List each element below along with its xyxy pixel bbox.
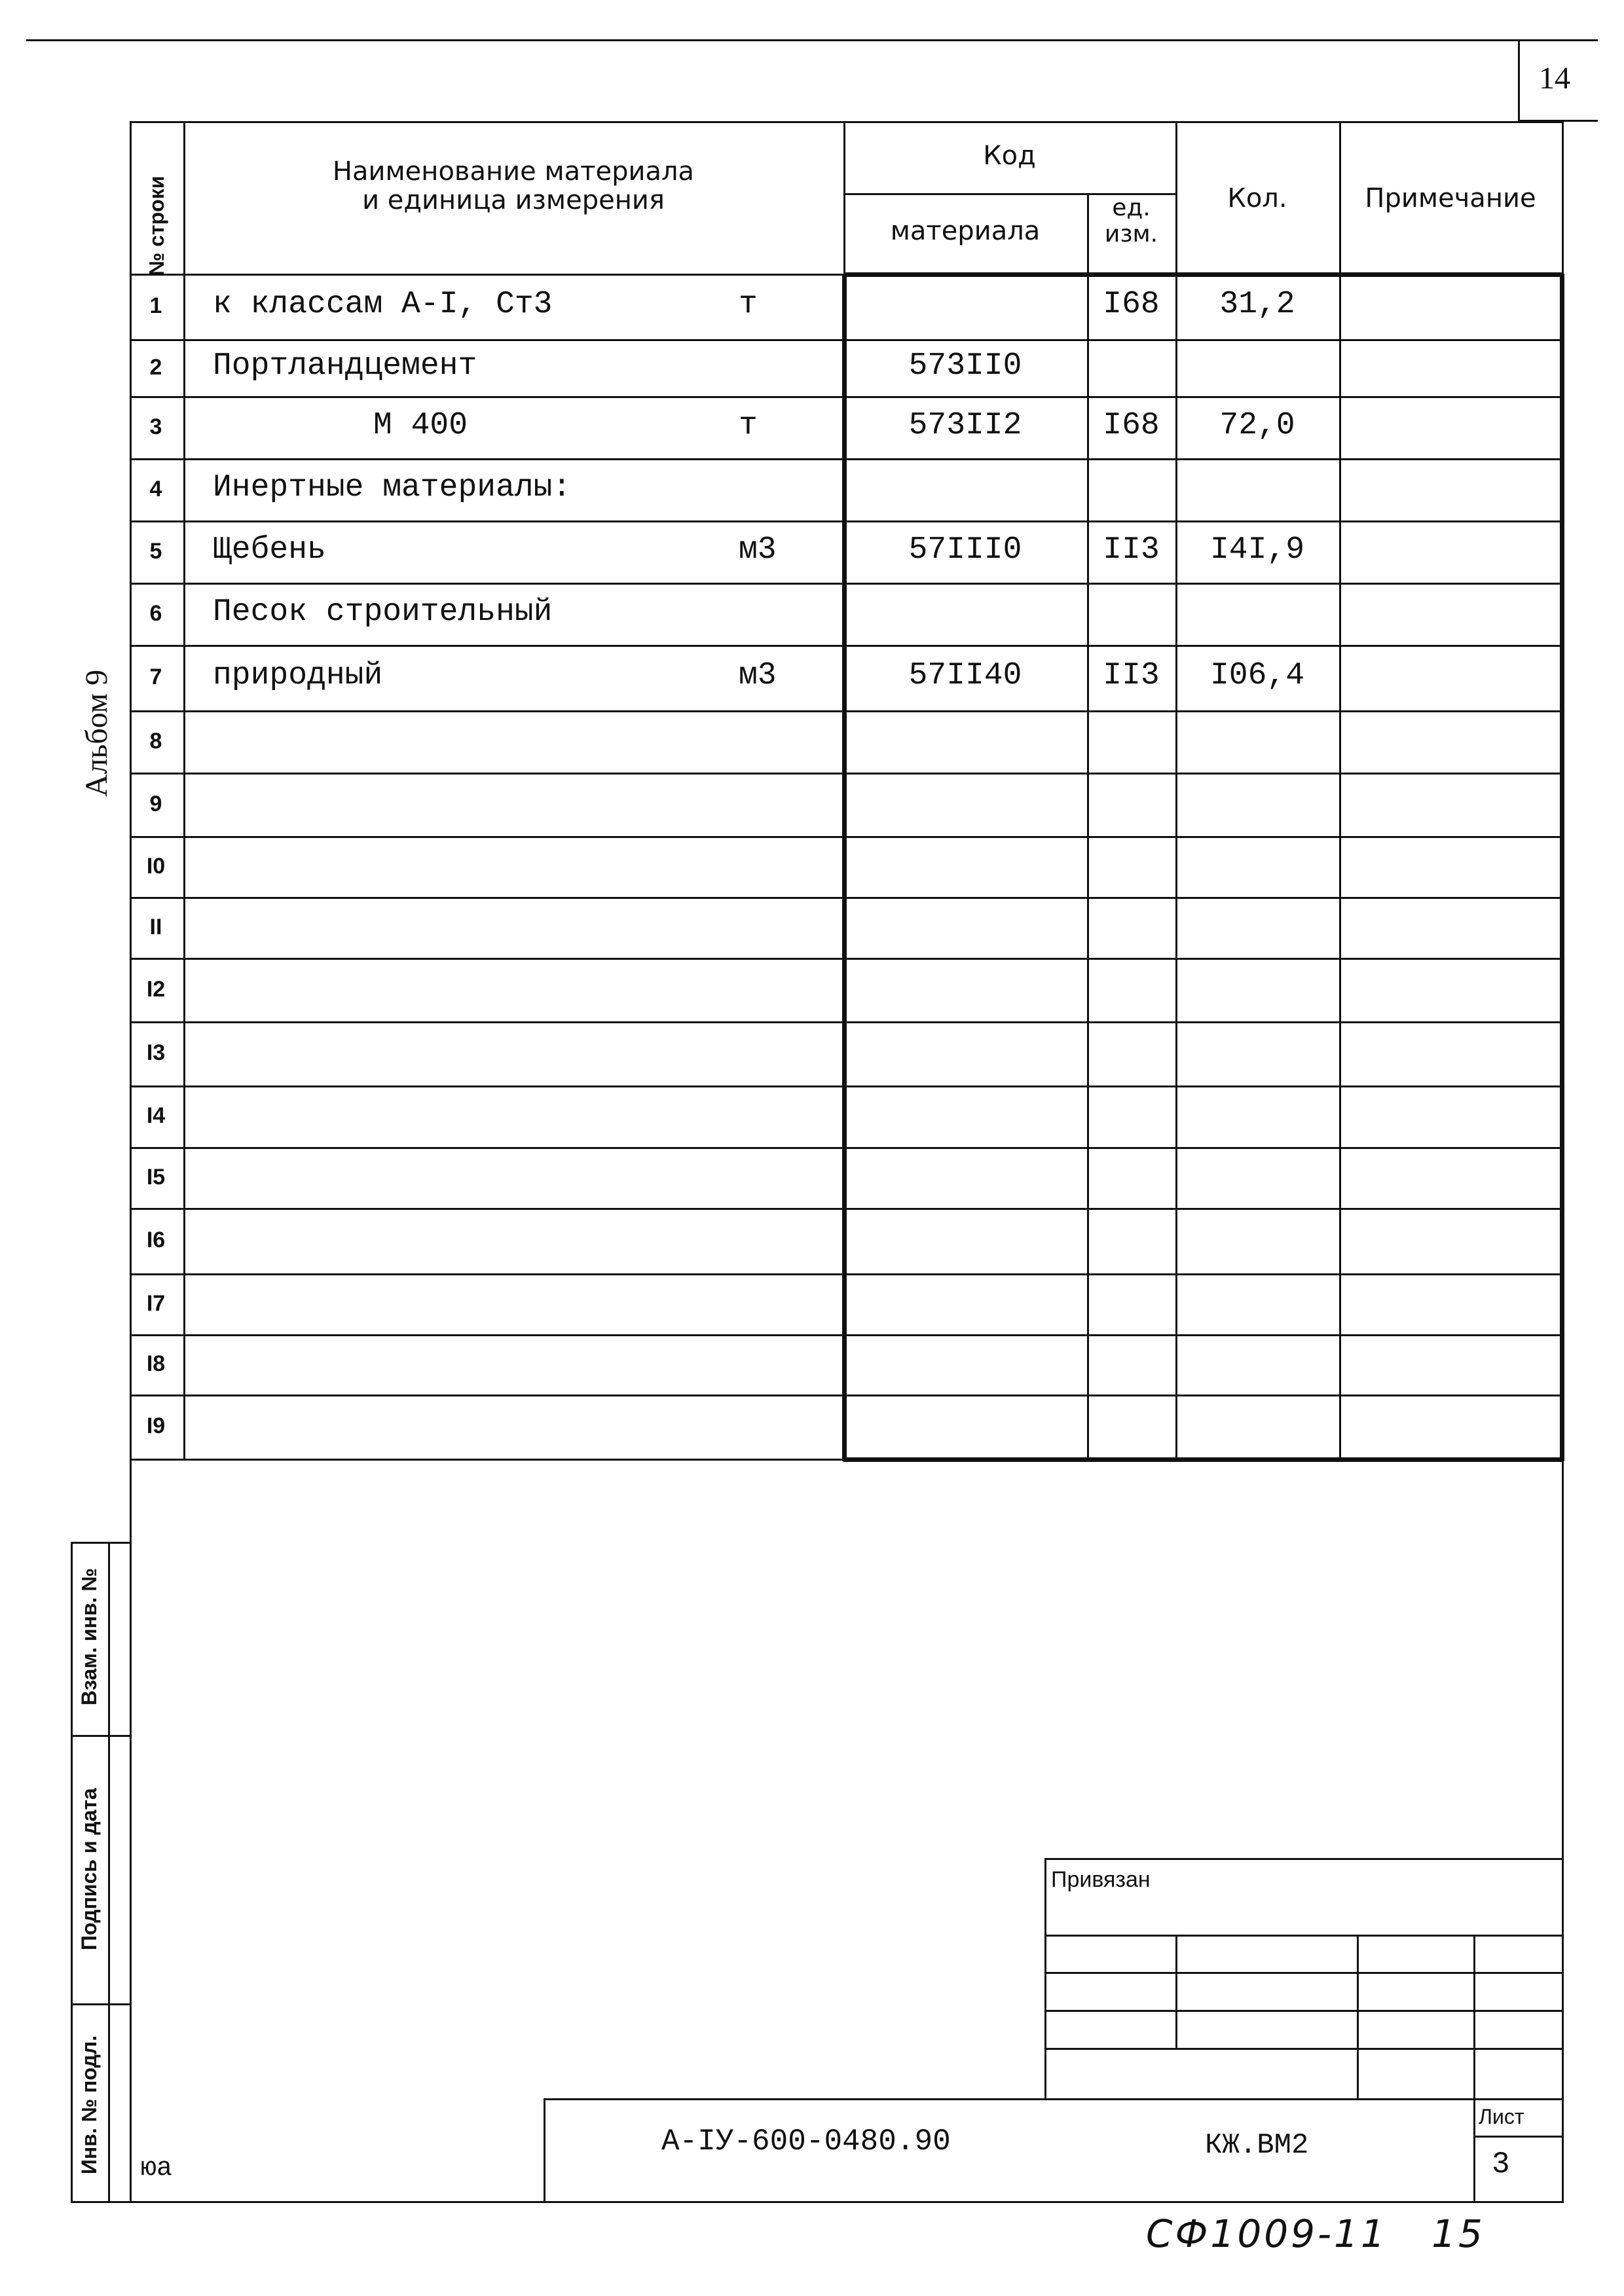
bound-label: Привязан [1051, 1867, 1151, 1892]
row-unit: м3 [739, 532, 777, 568]
row-number: 3 [149, 414, 162, 439]
bound-col-2 [1357, 1935, 1359, 2100]
row-number: I5 [146, 1165, 166, 1190]
row-line [130, 396, 1562, 398]
bound-block-top [1044, 1858, 1562, 1860]
frame-top [130, 121, 1564, 123]
row-unit-code: II3 [1103, 532, 1160, 568]
row-number: 7 [149, 665, 162, 689]
row-name: Инертные материалы: [213, 470, 572, 505]
side-stamp-left [71, 1542, 73, 2203]
row-line [130, 583, 1562, 585]
row-number: 4 [149, 477, 162, 501]
title-block-left [544, 2098, 545, 2203]
inv-original-label: Инв. № подл. [77, 2035, 101, 2175]
row-line [130, 958, 1562, 960]
bound-col-1 [1175, 1935, 1177, 2049]
side-stamp-div1 [71, 1735, 131, 1737]
row-name: к классам А-I, Ст3 [213, 287, 553, 322]
header-qty: Кол. [1227, 183, 1287, 213]
row-qty: I4I,9 [1209, 532, 1305, 568]
row-number: I8 [146, 1351, 166, 1376]
row-line [130, 520, 1562, 522]
bound-col-3 [1473, 1935, 1475, 2203]
side-stamp-div2 [71, 2003, 131, 2005]
bound-block-left [1044, 1858, 1046, 2100]
top-frame-line [26, 39, 1598, 41]
bound-row-1 [1044, 1935, 1562, 1937]
side-stamp-top [71, 1542, 131, 1544]
row-number: 6 [149, 601, 162, 626]
frame-bottom [130, 2201, 1564, 2203]
row-qty: 72,0 [1219, 408, 1295, 443]
row-name: Песок строительный [213, 594, 553, 630]
row-line [130, 1394, 1562, 1396]
row-line [130, 339, 1562, 341]
header-row-number: № строки [145, 175, 168, 276]
row-qty: 31,2 [1219, 287, 1295, 322]
row-number: 2 [149, 355, 162, 380]
doc-code: А-IУ-600-0480.90 [661, 2124, 951, 2159]
row-line [130, 1147, 1562, 1149]
page-number-box-divider [1518, 39, 1520, 121]
doc-mark: КЖ.ВМ2 [1205, 2129, 1309, 2162]
header-code-material: материала [890, 216, 1041, 246]
inv-replaced-label: Взам. инв. № [77, 1568, 101, 1705]
row-line [130, 836, 1562, 838]
sheet-number: 3 [1492, 2147, 1510, 2181]
row-number: I4 [146, 1103, 166, 1128]
bound-row-4 [1044, 2048, 1562, 2050]
row-unit-code: II3 [1103, 658, 1160, 693]
sheet-divider [1473, 2136, 1562, 2138]
header-name: Наименование материала и единица измерения [332, 156, 695, 215]
row-line [130, 1334, 1562, 1336]
row-line [130, 458, 1562, 460]
row-name: природный [213, 658, 383, 693]
title-block-top [544, 2098, 1562, 2100]
row-qty: I06,4 [1209, 658, 1305, 693]
header-code-unit: ед. изм. [1104, 194, 1158, 247]
page-number: 14 [1539, 61, 1570, 96]
row-number: I7 [146, 1291, 166, 1316]
row-line [130, 1021, 1562, 1023]
row-line [130, 1208, 1562, 1210]
col-line-material [1087, 193, 1089, 1459]
row-number: II [149, 915, 162, 939]
row-unit: т [739, 408, 758, 443]
row-line [130, 645, 1562, 647]
thick-top [843, 272, 1562, 277]
row-material-code: 573II0 [908, 348, 1022, 384]
row-material-code: 57II40 [908, 658, 1022, 693]
row-line [130, 1273, 1562, 1275]
row-line [130, 897, 1562, 899]
row-unit: т [739, 287, 758, 322]
row-name: М 400 [373, 408, 468, 443]
side-stamp-mid [108, 1542, 110, 2203]
left-mark: юа [141, 2154, 173, 2183]
signature-date-label: Подпись и дата [77, 1788, 101, 1950]
row-number: 9 [149, 792, 162, 816]
header-bottom [130, 274, 843, 276]
row-material-code: 573II2 [908, 408, 1022, 443]
row-unit: м3 [739, 658, 777, 693]
sheet-label: Лист [1479, 2105, 1524, 2128]
col-line-qty [1339, 121, 1341, 1459]
handwritten-archive-number: СФ1009-11 15 [1146, 2212, 1485, 2256]
row-line [130, 773, 1562, 774]
row-line [130, 1085, 1562, 1087]
thick-right [1560, 274, 1564, 1461]
header-note: Примечание [1365, 183, 1536, 213]
header-code: Код [983, 141, 1036, 171]
col-line-rownum [183, 121, 185, 1459]
row-unit-code: I68 [1103, 408, 1160, 443]
row-number: I3 [146, 1040, 166, 1065]
side-stamp-bottom [71, 2201, 131, 2203]
row-number: I9 [146, 1413, 166, 1438]
row-line [130, 710, 1562, 712]
row-unit-code: I68 [1103, 287, 1160, 322]
row-number: 5 [149, 539, 162, 564]
row-material-code: 57III0 [908, 532, 1022, 568]
bound-row-3 [1044, 2010, 1562, 2012]
row-line [130, 1459, 1562, 1461]
row-number: I6 [146, 1228, 166, 1252]
row-name: Портландцемент [213, 348, 477, 384]
row-number: I2 [146, 977, 166, 1002]
row-number: I0 [146, 854, 166, 879]
row-number: 8 [149, 729, 162, 754]
row-number: 1 [149, 293, 162, 318]
row-name: Щебень [213, 532, 326, 568]
album-label: Альбом 9 [79, 669, 114, 797]
bound-row-2 [1044, 1972, 1562, 1974]
thick-left [842, 274, 847, 1461]
